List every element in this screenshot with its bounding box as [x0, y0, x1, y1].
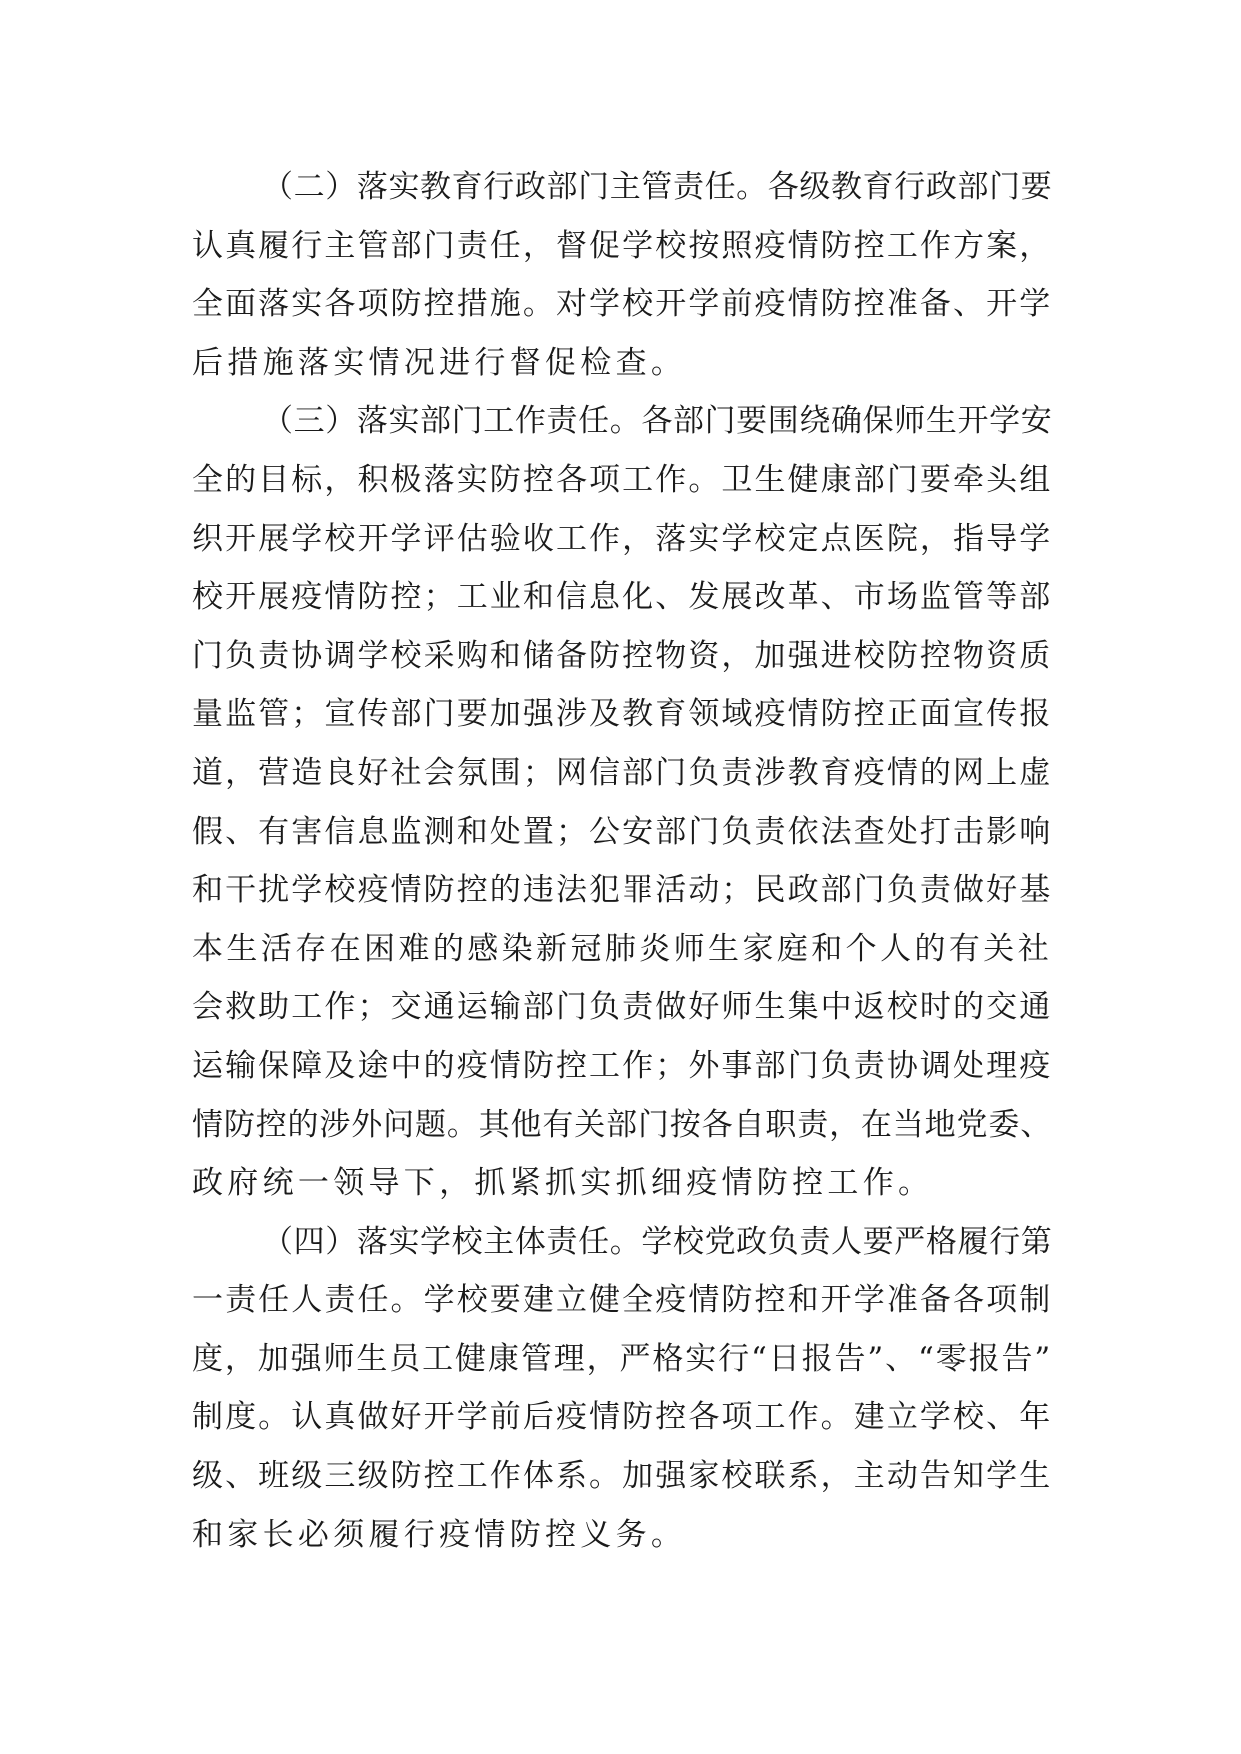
paragraph-section-3 [192, 392, 1052, 1212]
text-line: 本生活存在困难的感染新冠肺炎师生家庭和个人的有关社 [192, 930, 1052, 967]
text-line: 认真履行主管部门责任，督促学校按照疫情防控工作方案， [192, 227, 1052, 264]
text-line: 后措施落实情况进行督促检查。 [192, 344, 687, 381]
paragraph-section-2 [192, 158, 1052, 392]
text-line: 情防控的涉外问题。其他有关部门按各自职责，在当地党委、 [192, 1106, 1052, 1143]
text-line: 一责任人责任。学校要建立健全疫情防控和开学准备各项制 [192, 1282, 1052, 1319]
text-line: （四）落实学校主体责任。学校党政负责人要严格履行第 [262, 1223, 1052, 1260]
text-line: 假、有害信息监测和处置；公安部门负责依法查处打击影响 [192, 813, 1052, 850]
text-line: 运输保障及途中的疫情防控工作；外事部门负责协调处理疫 [192, 1047, 1052, 1084]
text-line: 道，营造良好社会氛围；网信部门负责涉教育疫情的网上虚 [192, 754, 1052, 791]
document-body [192, 158, 1052, 1564]
text-line: 门负责协调学校采购和储备防控物资，加强进校防控物资质 [192, 637, 1052, 674]
text-line: （三）落实部门工作责任。各部门要围绕确保师生开学安 [262, 403, 1052, 440]
text-line: 全的目标，积极落实防控各项工作。卫生健康部门要牵头组 [192, 461, 1052, 498]
text-line: （二）落实教育行政部门主管责任。各级教育行政部门要 [262, 169, 1052, 205]
text-line: 校开展疫情防控；工业和信息化、发展改革、市场监管等部 [192, 579, 1052, 616]
text-line: 度，加强师生员工健康管理，严格实行“日报告”、“零报告” [192, 1340, 1052, 1377]
paragraph-section-4 [192, 1213, 1052, 1565]
text-line: 全面落实各项防控措施。对学校开学前疫情防控准备、开学 [192, 286, 1052, 323]
text-line: 制度。认真做好开学前后疫情防控各项工作。建立学校、年 [192, 1399, 1052, 1436]
text-line: 织开展学校开学评估验收工作，落实学校定点医院，指导学 [192, 520, 1052, 557]
text-line: 和家长必须履行疫情防控义务。 [192, 1516, 687, 1553]
text-line: 政府统一领导下，抓紧抓实抓细疫情防控工作。 [192, 1165, 934, 1202]
text-line: 和干扰学校疫情防控的违法犯罪活动；民政部门负责做好基 [192, 872, 1052, 909]
text-line: 级、班级三级防控工作体系。加强家校联系，主动告知学生 [192, 1458, 1052, 1495]
text-line: 量监管；宣传部门要加强涉及教育领域疫情防控正面宣传报 [192, 696, 1052, 733]
text-line: 会救助工作；交通运输部门负责做好师生集中返校时的交通 [192, 989, 1052, 1026]
